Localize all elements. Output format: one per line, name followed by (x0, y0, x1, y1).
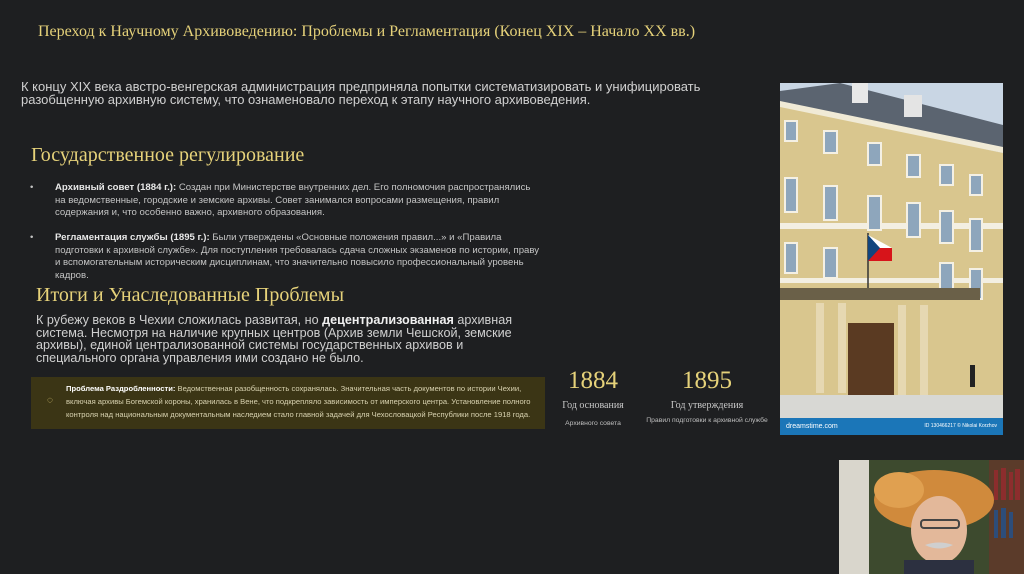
bullet-marker: • (30, 232, 34, 243)
callout-body: Ведомственная разобщенность сохранялась. Значительная часть документов по истории Чехии, включая архивы Богемской короны, хранилась в Вене, что подкрепляло зависимость от имперского центра. Установление полного контроля над национальным документальным наследием стало главной задачей для Чехословацкой Республики после 1918 года. (66, 384, 531, 419)
building-photo (780, 83, 1003, 435)
callout-text (66, 382, 544, 421)
bullet-bold-label: Архивный совет (1884 г.): (55, 182, 177, 193)
stat-1895 (642, 366, 772, 424)
stat-label: Год утверждения (670, 400, 744, 411)
stat-sublabel: Архивного совета (565, 420, 621, 427)
results-text-before: К рубежу веков в Чехии сложилась развитая, но (36, 313, 323, 327)
watermark-bar (780, 418, 1003, 435)
stat-1884 (560, 366, 626, 427)
bullet-text: Создан при Министерстве внутренних дел. Его полномочия распространялись на ведомственные, городские и земские архивы. Совет занимался вопросами размещения, правил содержания и, что особенно важно, архивного образования. (55, 182, 531, 218)
bullet-bold-label: Регламентация службы (1895 г.): (55, 232, 210, 243)
bullet-text: Были утверждены «Основные положения правил...» и «Правила подготовки к архивной службе». Для поступления требовалась сдача сложных экзаменов по истории, праву и вспомогательным историческим дисциплинам, что значительно повысило профессиональный уровень кадров. (55, 232, 540, 281)
stat-number: 1895 (682, 367, 732, 394)
callout-box (31, 377, 545, 429)
presenter-video-icon (839, 460, 1024, 574)
slide-title: Переход к Научному Архивоведению: Проблемы и Регламентация (Конец XIX – Начало XX вв.) (38, 23, 696, 40)
bullet-marker: • (30, 182, 34, 193)
stat-number: 1884 (568, 367, 618, 394)
presenter-webcam (839, 460, 1024, 574)
section-heading-results: Итоги и Унаследованные Проблемы (36, 284, 345, 306)
intro-paragraph: К концу XIX века австро-венгерская администрация предприняла попытки систематизировать и унифицировать разобщенную архивную систему, что ознаменовало переход к этапу научного архивоведения. (21, 79, 701, 107)
stat-sublabel: Правил подготовки к архивной службе (646, 417, 768, 424)
section-heading-regulation: Государственное регулирование (31, 144, 305, 166)
quote-icon: ◌ (47, 395, 53, 406)
results-text-bold: децентрализованная (322, 313, 454, 327)
building-illustration (780, 83, 1003, 435)
results-paragraph (36, 314, 546, 364)
results-text-after: архивная система. Несмотря на наличие крупных центров (Архив земли Чешской, земские архивы), единой централизованной системы государственных архивов и специального органа управления ими создано не было. (36, 313, 513, 365)
bullet-service-regulation (30, 232, 540, 282)
bullet-archive-council (30, 182, 540, 220)
watermark-site: dreamstime.com (786, 423, 838, 430)
stat-label: Год основания (562, 400, 624, 411)
callout-bold: Проблема Раздробленности: (66, 384, 176, 393)
watermark-id: ID 130466217 © Nikolai Korzhov (924, 423, 997, 429)
